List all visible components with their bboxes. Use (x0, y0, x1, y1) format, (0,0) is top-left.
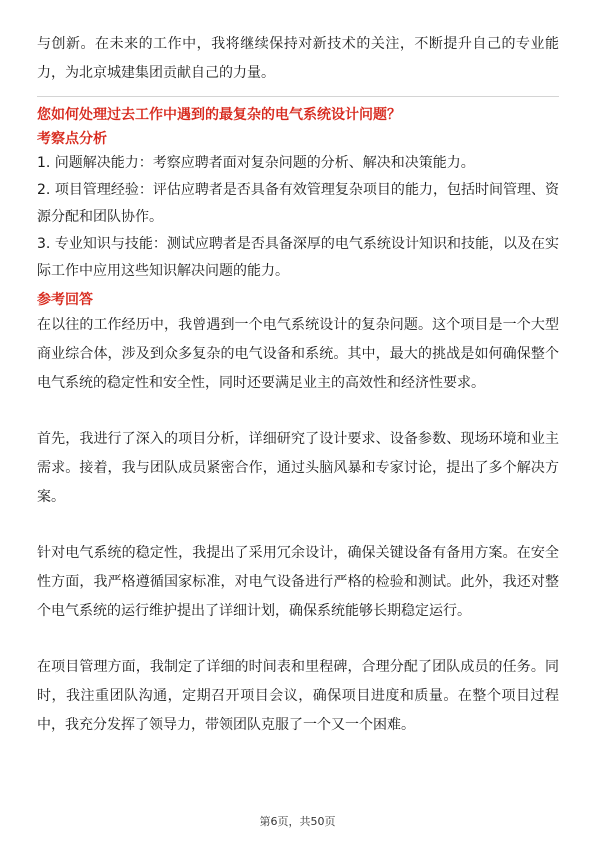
answer-paragraph: 在以往的工作经历中，我曾遇到一个电气系统设计的复杂问题。这个项目是一个大型商业综合体，涉及到众多复杂的电气设备和系统。其中，最大的挑战是如何确保整个电气系统的稳定性和安全性，同时还要满足业主的高效性和经济性要求。 (37, 317, 559, 391)
section-divider (37, 96, 559, 97)
page-number: 第6页，共50页 (259, 815, 336, 828)
paragraph-gap (37, 626, 559, 653)
page-content (37, 30, 559, 740)
intro-paragraph: 与创新。在未来的工作中，我将继续保持对新技术的关注，不断提升自己的专业能力，为北京城建集团贡献自己的力量。 (37, 36, 559, 81)
analysis-item: 1. 问题解决能力：考察应聘者面对复杂问题的分析、解决和决策能力。 (37, 155, 475, 171)
answer-body (37, 311, 559, 740)
analysis-item: 2. 项目管理经验：评估应聘者是否具备有效管理复杂项目的能力，包括时间管理、资源分配和团队协作。 (37, 182, 559, 225)
paragraph-gap (37, 512, 559, 539)
paragraph-gap (37, 398, 559, 425)
answer-paragraph: 在项目管理方面，我制定了详细的时间表和里程碑，合理分配了团队成员的任务。同时，我注重团队沟通，定期召开项目会议，确保项目进度和质量。在整个项目过程中，我充分发挥了领导力，带领团队克服了一个又一个困难。 (37, 659, 559, 733)
question-heading: 您如何处理过去工作中遇到的最复杂的电气系统设计问题？ (37, 107, 401, 123)
answer-paragraph: 针对电气系统的稳定性，我提出了采用冗余设计，确保关键设备有备用方案。在安全性方面，我严格遵循国家标准，对电气设备进行严格的检验和测试。此外，我还对整个电气系统的运行维护提出了详细计划，确保系统能够长期稳定运行。 (37, 545, 559, 619)
answer-paragraph: 首先，我进行了深入的项目分析，详细研究了设计要求、设备参数、现场环境和业主需求。接着，我与团队成员紧密合作，通过头脑风暴和专家讨论，提出了多个解决方案。 (37, 431, 559, 505)
analysis-list (37, 150, 559, 285)
answer-title: 参考回答 (37, 292, 93, 308)
analysis-item: 3. 专业知识与技能：测试应聘者是否具备深厚的电气系统设计知识和技能，以及在实际工作中应用这些知识解决问题的能力。 (37, 236, 559, 279)
analysis-title: 考察点分析 (37, 131, 107, 147)
